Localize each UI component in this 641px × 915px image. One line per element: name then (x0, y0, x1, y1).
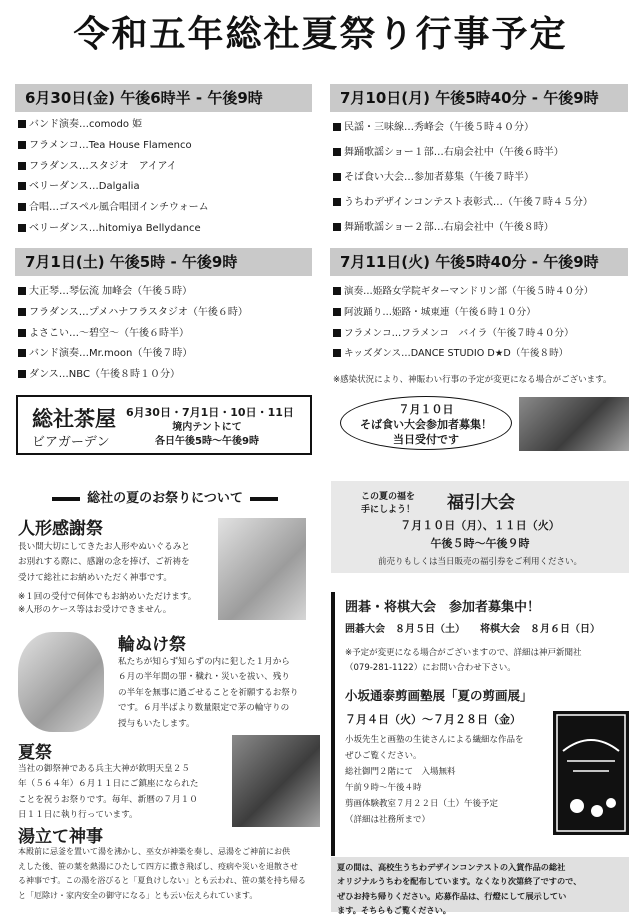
bullet-square-icon (18, 287, 26, 295)
chaya-sub: ビアガーデン (32, 435, 110, 450)
list-item: よさこい…～碧空～（午後６時半） (18, 324, 318, 345)
fukubiki-box (331, 481, 629, 573)
list-item: 大正琴…琴伝流 加峰会（午後５時） (18, 282, 318, 303)
natsu-photo (232, 735, 320, 827)
fukubiki-note: 前売りもしくは当日販売の福引券をご利用ください。 (377, 557, 582, 567)
list-item: 舞踊歌謡ショー２部…右扇会社中（午後８時） (333, 215, 629, 240)
list-item: ベリーダンス…hitomiya Bellydance (18, 219, 318, 240)
list-item: ダンス…NBC（午後８時１０分） (18, 365, 318, 386)
natsu-text: 当社の御祭神である兵主大神が欽明天皇２５ 年（５６４年）６月１１日にご鎮座になられた ことを祝うお祭りです。毎年、新暦の７月１０ 日１１日に執り行っています。 (18, 764, 199, 821)
list-item: フラダンス…スタジオ アイアイ (18, 157, 318, 178)
ningyo-photo (218, 518, 306, 620)
page-title: 令和五年総社夏祭り行事予定 (73, 14, 568, 55)
kirie-artwork (553, 711, 629, 835)
ningyo-text: 長い間大切にしてきたお人形やぬいぐるみと お別れする際に、感謝の念を捧げ、ご祈祷を 受けて総社にお納めいただく神事です。 (18, 542, 190, 583)
kirie-title: 小坂通泰剪画塾展「夏の剪画展」 (345, 688, 533, 703)
schedule-header-jul1: 7月1日(土) 午後5時 - 午後9時 (15, 248, 312, 276)
list-item: そば食い大会…参加者募集（午後７時半） (333, 165, 629, 190)
bullet-square-icon (18, 370, 26, 378)
kirie-dates: ７月４日（火）～７月２８日（金） (345, 713, 521, 726)
list-item: 舞踊歌謡ショー１部…右扇会社中（午後６時半） (333, 140, 629, 165)
fukubiki-hours: 午後５時～午後９時 (430, 537, 530, 550)
list-item: フラメンコ…フラメンコ バイラ（午後７時４０分） (333, 324, 629, 345)
uchiwa-notice: 夏の間は、高校生うちわデザインコンテストの入賞作品の総社 オリジナルうちわを配布しています。なくなり次第終了ですので、 ぜひお持ち帰りください。応募作品は、行燈にして展示してい ます。そちらもご覧ください。 (331, 857, 629, 912)
about-heading: 総社の夏のお祭りについて (20, 487, 310, 506)
igo-dates: 囲碁大会 ８月５日（土） 将棋大会 ８月６日（日） (345, 624, 600, 635)
list-item: 民謡・三味線…秀峰会（午後５時４０分） (333, 115, 629, 140)
schedule-header-jun30: 6月30日(金) 午後6時半 - 午後9時 (15, 84, 312, 112)
fukubiki-dates: ７月１０日（月）、１１日（火） (400, 519, 560, 532)
bullet-square-icon (18, 141, 26, 149)
list-item: フラダンス…プメハナフラスタジオ（午後６時） (18, 303, 318, 324)
natsu-title: 夏祭 (18, 743, 52, 763)
schedule-list-jun30 (18, 115, 318, 240)
schedule-list-jul10 (333, 115, 629, 240)
bullet-square-icon (333, 329, 341, 337)
bullet-square-icon (333, 223, 341, 231)
bullet-square-icon (333, 148, 341, 156)
bullet-square-icon (333, 173, 341, 181)
soba-bubble: ７月１０日 そば食い大会参加者募集！ 当日受付です (340, 396, 512, 450)
bullet-square-icon (18, 162, 26, 170)
chaya-box (16, 395, 312, 455)
schedule-header-jul11: 7月11日(火) 午後5時40分 - 午後9時 (330, 248, 628, 276)
soba-photo (519, 397, 629, 451)
schedule-list-jul1 (18, 282, 318, 386)
list-item: バンド演奏…comodo 姫 (18, 115, 318, 136)
list-item: フラメンコ…Tea House Flamenco (18, 136, 318, 157)
list-item: 演奏…姫路女学院ギターマンドリン部（午後５時４０分） (333, 282, 629, 303)
bullet-square-icon (18, 120, 26, 128)
chaya-dates: 6月30日・7月1日・10日・11日 (126, 406, 294, 419)
bullet-square-icon (18, 329, 26, 337)
bullet-square-icon (333, 349, 341, 357)
list-item: キッズダンス…DANCE STUDIO D★D（午後８時） (333, 344, 629, 365)
bullet-square-icon (333, 123, 341, 131)
bullet-square-icon (333, 287, 341, 295)
list-item: バンド演奏…Mr.moon（午後７時） (18, 344, 318, 365)
wanuke-photo (18, 632, 104, 732)
schedule-header-jul10: 7月10日(月) 午後5時40分 - 午後9時 (330, 84, 628, 112)
bullet-square-icon (18, 203, 26, 211)
bullet-square-icon (333, 308, 341, 316)
wanuke-text: 私たちが知らず知らずの内に犯した１月から ６月の半年間の罪・穢れ・災いを祓い、残り の半年を無事に過ごせることを祈願するお祭り です。６月半ばより数量限定で茅の輪守りの 授与もいたします。 (118, 657, 299, 729)
list-item: 阿波踊り…姫路・城東連（午後６時１０分） (333, 303, 629, 324)
wanuke-title: 輪ぬけ祭 (118, 635, 186, 655)
kirie-text: 小坂先生と画塾の生徒さんによる繊細な作品を ぜひご覧ください。 総社御門２階にて 入場無料 午前９時～午後４時 剪画体験教室７月２２日（土）午後予定 （詳細は社務所まで） (345, 735, 524, 825)
bullet-square-icon (18, 308, 26, 316)
change-notice: ※感染状況により、神賑わい行事の予定が変更になる場合がございます。 (333, 375, 612, 385)
chaya-name: 総社茶屋 (32, 407, 116, 431)
ningyo-notes: ※１回の受付で何体でもお納めいただけます。 ※人形のケース等はお受けできません。 (18, 592, 197, 615)
list-item: 合唱…ゴスペル風合唱団インチウォーム (18, 198, 318, 219)
igo-note: ※予定が変更になる場合がございますので、詳細は神戸新聞社 （079-281-1122）にお問い合わせ下さい。 (345, 648, 582, 673)
schedule-list-jul11 (333, 282, 629, 365)
ningyo-title: 人形感謝祭 (18, 519, 103, 539)
bullet-square-icon (333, 198, 341, 206)
igo-title: 囲碁・将棋大会 参加者募集中！ (345, 600, 541, 615)
yutate-text: 本殿前に忌釜を置いて湯を沸かし、巫女が神楽を奏し、忌湯をご神前にお供 えした後、笹の葉を熱湯にひたして四方に撒き飛ばし、疫病や災いを退散させ る神事です。この湯を浴びると「夏負けしない」とも云われ、笹の葉を持ち帰る と「厄除け・家内安全の御守になる」とも云い伝えられています。 (18, 847, 306, 900)
bullet-square-icon (18, 349, 26, 357)
bullet-square-icon (18, 224, 26, 232)
list-item: ベリーダンス…Dalgalia (18, 177, 318, 198)
bullet-square-icon (18, 182, 26, 190)
yutate-title: 湯立て神事 (18, 827, 103, 847)
list-item: うちわデザインコンテスト表彰式…（午後７時４５分） (333, 190, 629, 215)
chaya-venue: 境内テントにて 各日午後5時～午後9時 (155, 422, 259, 447)
fukubiki-lead: この夏の福を 手にしよう！ (361, 492, 416, 515)
fukubiki-title: 福引大会 (447, 493, 515, 513)
